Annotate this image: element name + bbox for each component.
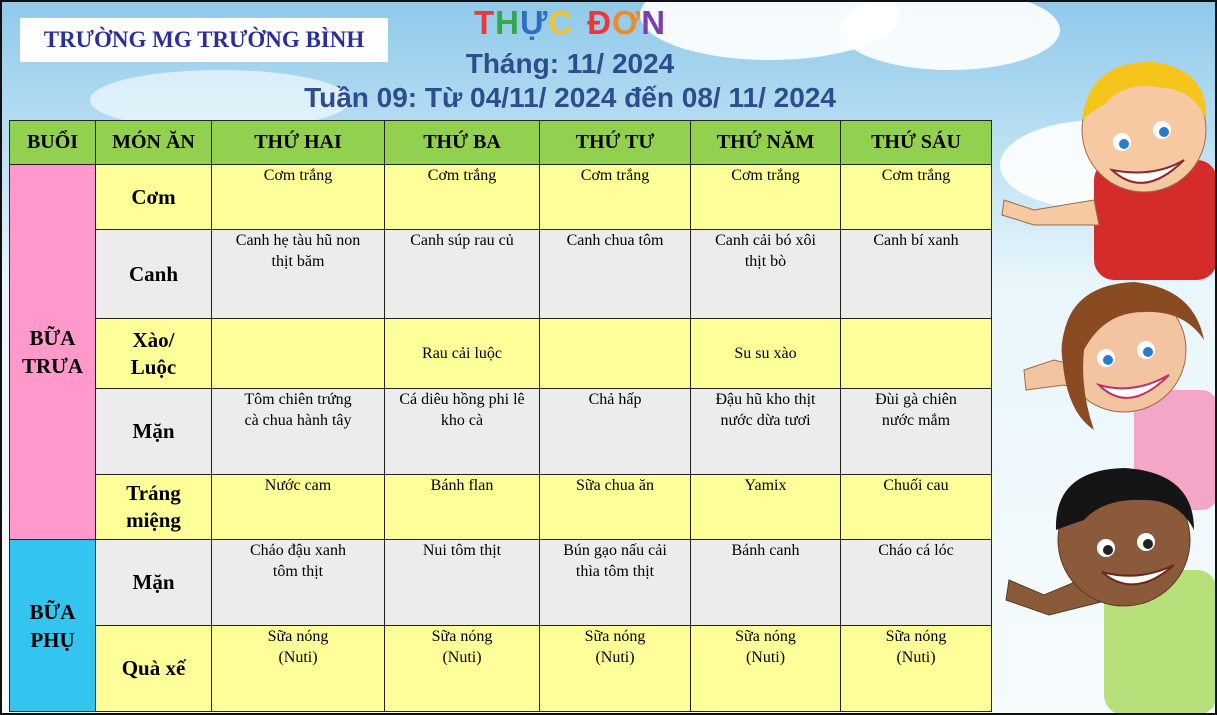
text-line: thịt băm — [271, 253, 325, 270]
text-line: BỮA — [29, 326, 76, 350]
text-line: Nui tôm thịt — [422, 542, 502, 559]
header-cell: THỨ TƯ — [540, 121, 691, 165]
dish-category — [96, 230, 212, 319]
text-line: kho cà — [440, 412, 484, 429]
menu-row — [10, 319, 992, 389]
meal-snack-label — [10, 540, 96, 712]
menu-cell — [691, 626, 841, 712]
text-line: Cơm trắng — [580, 167, 650, 184]
menu-cell — [691, 165, 841, 230]
menu-cell — [540, 389, 691, 475]
menu-cell — [212, 389, 385, 475]
text-line: Canh súp rau củ — [410, 232, 514, 249]
text-line: Chuối cau — [883, 477, 949, 494]
cartoon-children-illustration — [994, 50, 1217, 715]
text-line: Canh hẹ tàu hũ non — [235, 232, 361, 249]
menu-cell — [385, 319, 540, 389]
text-line: Yamix — [744, 477, 787, 494]
menu-cell — [385, 540, 540, 626]
menu-cell — [691, 389, 841, 475]
menu-title — [420, 4, 720, 42]
dish-category — [96, 475, 212, 540]
title-letter: Ự — [519, 4, 549, 41]
text-line: Quà xế — [121, 656, 186, 680]
menu-cell — [841, 540, 992, 626]
title-letter: H — [495, 4, 520, 41]
title-letter: C — [548, 4, 574, 41]
text-line: Mặn — [132, 419, 175, 443]
menu-row — [10, 475, 992, 540]
text-line: Bánh canh — [731, 542, 800, 559]
text-line: Cháo đậu xanh — [250, 542, 346, 559]
text-line: Sữa nóng — [267, 628, 329, 645]
text-line: Luộc — [130, 354, 177, 379]
header-row — [10, 121, 992, 165]
menu-cell — [385, 230, 540, 319]
text-line: (Nuti) — [442, 649, 482, 666]
text-line: Bánh flan — [430, 477, 494, 494]
dish-category — [96, 319, 212, 389]
meal-lunch-label — [10, 165, 96, 540]
dark-haired-boy-figure — [1006, 468, 1217, 715]
menu-cell — [385, 389, 540, 475]
weekly-menu-table — [9, 120, 992, 712]
title-letter: N — [641, 4, 667, 41]
text-line: Cơm trắng — [263, 167, 333, 184]
menu-cell — [540, 319, 691, 389]
header-cell: BUỔI — [10, 121, 96, 165]
week-line: Tuần 09: Từ 04/11/ 2024 đến 08/ 11/ 2024 — [304, 82, 836, 113]
menu-cell — [385, 475, 540, 540]
text-line: Tráng — [126, 481, 181, 505]
text-line: (Nuti) — [595, 649, 635, 666]
text-line: (Nuti) — [896, 649, 936, 666]
blond-boy-figure — [1002, 62, 1217, 280]
header-cell: THỨ SÁU — [841, 121, 992, 165]
text-line: Canh — [128, 261, 179, 286]
dish-category — [96, 389, 212, 475]
menu-row — [10, 230, 992, 319]
text-line: Cơm — [131, 184, 176, 209]
header-cell: THỨ NĂM — [691, 121, 841, 165]
menu-cell — [212, 626, 385, 712]
title-letter: Đ — [587, 4, 613, 41]
menu-row — [10, 540, 992, 626]
menu-cell — [691, 319, 841, 389]
menu-cell — [212, 230, 385, 319]
month-line: Tháng: 11/ 2024 — [465, 48, 675, 79]
menu-cell — [841, 230, 992, 319]
menu-cell — [841, 626, 992, 712]
text-line: Sữa nóng — [885, 628, 947, 645]
menu-cell — [841, 319, 992, 389]
text-line: Chả hấp — [588, 391, 642, 408]
text-line: Canh cải bó xôi — [715, 232, 816, 249]
text-line: Xào/ — [132, 327, 175, 352]
dish-category — [96, 540, 212, 626]
menu-row — [10, 389, 992, 475]
menu-cell — [212, 475, 385, 540]
menu-cell — [841, 389, 992, 475]
menu-cell — [212, 165, 385, 230]
text-line: miệng — [126, 508, 181, 532]
menu-cell — [540, 230, 691, 319]
text-line: Cháo cá lóc — [878, 542, 954, 559]
text-line: Sữa nóng — [584, 628, 646, 645]
text-line: Tôm chiên trứng — [244, 391, 352, 408]
text-line: (Nuti) — [745, 649, 786, 666]
menu-cell — [385, 626, 540, 712]
dish-category — [96, 165, 212, 230]
menu-cell — [841, 165, 992, 230]
text-line: Canh chua tôm — [566, 232, 664, 249]
text-line: Đậu hũ kho thịt — [715, 391, 816, 408]
text-line: Cá diêu hồng phi lê — [399, 391, 525, 408]
text-line: Cơm trắng — [427, 167, 497, 184]
header-cell: THỨ BA — [385, 121, 540, 165]
text-line: Canh bí xanh — [873, 232, 959, 249]
menu-cell — [212, 319, 385, 389]
text-line: Su su xào — [734, 345, 797, 362]
text-line: Sữa nóng — [735, 628, 796, 645]
menu-cell — [540, 626, 691, 712]
title-letter: Ơ — [612, 4, 642, 41]
text-line: Đùi gà chiên — [875, 391, 957, 408]
menu-cell — [691, 475, 841, 540]
text-line: BỮA — [29, 599, 76, 624]
text-line: Cơm trắng — [881, 167, 951, 184]
text-line: thịt bò — [744, 253, 787, 270]
text-line: Sữa chua ăn — [576, 477, 654, 494]
text-line: Bún gạo nấu cải — [563, 542, 667, 559]
text-line: nước mắm — [881, 412, 951, 429]
header-cell: THỨ HAI — [212, 121, 385, 165]
text-line: Nước cam — [264, 477, 332, 494]
text-line: Mặn — [132, 570, 175, 594]
text-line: Cơm trắng — [731, 167, 800, 184]
menu-cell — [691, 540, 841, 626]
menu-cell — [212, 540, 385, 626]
menu-cell — [540, 165, 691, 230]
text-line: (Nuti) — [278, 649, 318, 666]
text-line: nước dừa tươi — [720, 412, 811, 429]
school-name: TRƯỜNG MG TRƯỜNG BÌNH — [20, 18, 388, 62]
text-line: PHỤ — [30, 627, 75, 652]
menu-cell — [540, 540, 691, 626]
text-line: Sữa nóng — [431, 628, 493, 645]
title-letter: T — [473, 4, 496, 41]
menu-cell — [385, 165, 540, 230]
menu-cell — [841, 475, 992, 540]
header-cell: MÓN ĂN — [96, 121, 212, 165]
text-line: tôm thịt — [272, 563, 324, 580]
menu-row — [10, 626, 992, 712]
dish-category — [96, 626, 212, 712]
text-line: thìa tôm thịt — [575, 563, 655, 580]
text-line: Rau cải luộc — [422, 345, 502, 362]
text-line: cà chua hành tây — [244, 412, 352, 429]
text-line: TRƯA — [21, 354, 84, 378]
menu-cell — [691, 230, 841, 319]
menu-row — [10, 165, 992, 230]
menu-cell — [540, 475, 691, 540]
